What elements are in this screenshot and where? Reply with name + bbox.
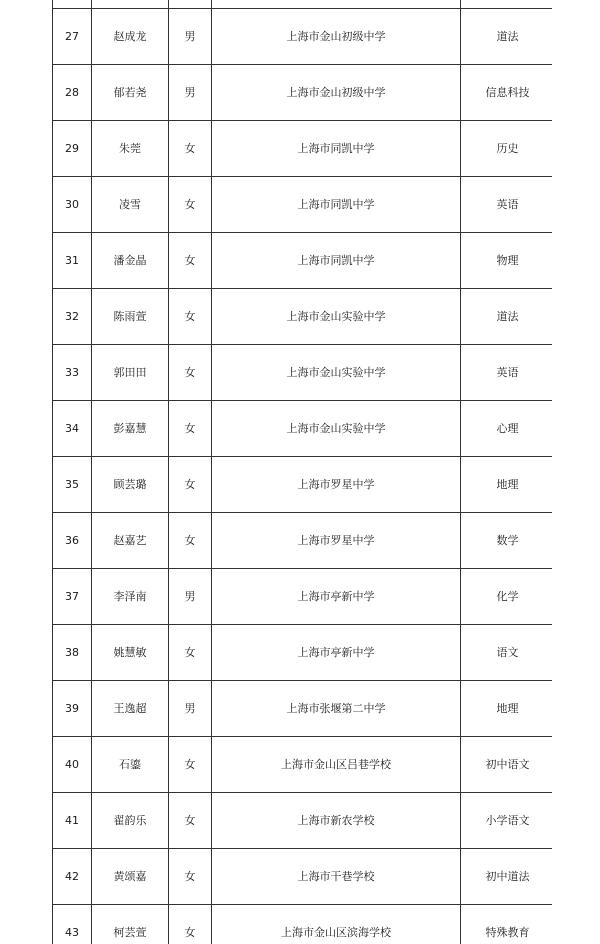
row-number-cell: 28 — [53, 65, 92, 121]
table-row — [53, 233, 553, 289]
gender-cell: 女 — [169, 121, 212, 177]
teacher-name-cell: 姚慧敏 — [92, 625, 169, 681]
school-name-cell: 上海市干巷学校 — [212, 849, 461, 905]
roster-body — [53, 0, 553, 944]
teacher-name-cell: 顾芸璐 — [92, 457, 169, 513]
teacher-name-cell: 朱莞 — [92, 121, 169, 177]
table-row — [53, 289, 553, 345]
gender-cell: 女 — [169, 625, 212, 681]
table-row — [53, 625, 553, 681]
school-name-cell: 上海市同凯中学 — [212, 121, 461, 177]
teacher-name-cell: 郁若尧 — [92, 65, 169, 121]
teacher-name-cell: 石鎏 — [92, 737, 169, 793]
subject-cell: 初中道法 — [461, 849, 553, 905]
school-name-cell: 上海市金山区吕巷学校 — [212, 737, 461, 793]
gender-cell: 男 — [169, 9, 212, 65]
gender-cell: 男 — [169, 681, 212, 737]
row-number-cell: 36 — [53, 513, 92, 569]
school-name-cell: 上海市亭新中学 — [212, 569, 461, 625]
row-number-cell: 32 — [53, 289, 92, 345]
table-row — [53, 457, 553, 513]
gender-cell: 女 — [169, 513, 212, 569]
row-number-cell: 38 — [53, 625, 92, 681]
subject-cell: 心理 — [461, 401, 553, 457]
teacher-roster-table — [52, 0, 552, 944]
school-name-cell — [212, 0, 461, 9]
table-row — [53, 793, 553, 849]
subject-cell — [461, 0, 553, 9]
gender-cell: 女 — [169, 793, 212, 849]
subject-cell: 历史 — [461, 121, 553, 177]
row-number-cell — [53, 0, 92, 9]
teacher-name-cell: 郭田田 — [92, 345, 169, 401]
teacher-name-cell: 陈雨萱 — [92, 289, 169, 345]
subject-cell: 数学 — [461, 513, 553, 569]
row-number-cell: 41 — [53, 793, 92, 849]
subject-cell: 地理 — [461, 681, 553, 737]
school-name-cell: 上海市金山实验中学 — [212, 289, 461, 345]
gender-cell: 女 — [169, 345, 212, 401]
teacher-name-cell: 黄颂嘉 — [92, 849, 169, 905]
subject-cell: 小学语文 — [461, 793, 553, 849]
teacher-name-cell — [92, 0, 169, 9]
row-number-cell: 30 — [53, 177, 92, 233]
gender-cell: 男 — [169, 65, 212, 121]
school-name-cell: 上海市同凯中学 — [212, 233, 461, 289]
subject-cell: 物理 — [461, 233, 553, 289]
row-number-cell: 33 — [53, 345, 92, 401]
subject-cell: 特殊教育 — [461, 905, 553, 944]
row-number-cell: 29 — [53, 121, 92, 177]
school-name-cell: 上海市同凯中学 — [212, 177, 461, 233]
table-row — [53, 0, 553, 9]
subject-cell: 初中语文 — [461, 737, 553, 793]
subject-cell: 道法 — [461, 289, 553, 345]
teacher-name-cell: 彭嘉慧 — [92, 401, 169, 457]
teacher-name-cell: 王逸超 — [92, 681, 169, 737]
table-row — [53, 905, 553, 944]
row-number-cell: 27 — [53, 9, 92, 65]
table-row — [53, 121, 553, 177]
subject-cell: 道法 — [461, 9, 553, 65]
teacher-name-cell: 赵成龙 — [92, 9, 169, 65]
school-name-cell: 上海市金山初级中学 — [212, 9, 461, 65]
subject-cell: 英语 — [461, 177, 553, 233]
table-row — [53, 9, 553, 65]
subject-cell: 化学 — [461, 569, 553, 625]
gender-cell: 女 — [169, 177, 212, 233]
subject-cell: 英语 — [461, 345, 553, 401]
table-row — [53, 401, 553, 457]
row-number-cell: 31 — [53, 233, 92, 289]
school-name-cell: 上海市罗星中学 — [212, 457, 461, 513]
document-sheet — [52, 0, 552, 944]
subject-cell: 语文 — [461, 625, 553, 681]
school-name-cell: 上海市亭新中学 — [212, 625, 461, 681]
page-margin — [0, 0, 52, 944]
teacher-name-cell: 赵嘉艺 — [92, 513, 169, 569]
gender-cell: 女 — [169, 401, 212, 457]
school-name-cell: 上海市张堰第二中学 — [212, 681, 461, 737]
table-row — [53, 345, 553, 401]
school-name-cell: 上海市罗星中学 — [212, 513, 461, 569]
gender-cell: 女 — [169, 905, 212, 944]
teacher-name-cell: 李泽南 — [92, 569, 169, 625]
teacher-name-cell: 潘金晶 — [92, 233, 169, 289]
teacher-name-cell: 凌雪 — [92, 177, 169, 233]
gender-cell: 女 — [169, 737, 212, 793]
school-name-cell: 上海市新农学校 — [212, 793, 461, 849]
teacher-name-cell: 翟韵乐 — [92, 793, 169, 849]
table-row — [53, 569, 553, 625]
school-name-cell: 上海市金山实验中学 — [212, 401, 461, 457]
table-row — [53, 65, 553, 121]
table-row — [53, 681, 553, 737]
subject-cell: 地理 — [461, 457, 553, 513]
row-number-cell: 35 — [53, 457, 92, 513]
gender-cell — [169, 0, 212, 9]
subject-cell: 信息科技 — [461, 65, 553, 121]
row-number-cell: 39 — [53, 681, 92, 737]
school-name-cell: 上海市金山初级中学 — [212, 65, 461, 121]
row-number-cell: 40 — [53, 737, 92, 793]
gender-cell: 女 — [169, 457, 212, 513]
teacher-name-cell: 柯芸萱 — [92, 905, 169, 944]
row-number-cell: 43 — [53, 905, 92, 944]
row-number-cell: 42 — [53, 849, 92, 905]
table-row — [53, 849, 553, 905]
gender-cell: 女 — [169, 849, 212, 905]
row-number-cell: 37 — [53, 569, 92, 625]
gender-cell: 女 — [169, 233, 212, 289]
gender-cell: 女 — [169, 289, 212, 345]
row-number-cell: 34 — [53, 401, 92, 457]
table-row — [53, 177, 553, 233]
table-row — [53, 737, 553, 793]
school-name-cell: 上海市金山区滨海学校 — [212, 905, 461, 944]
school-name-cell: 上海市金山实验中学 — [212, 345, 461, 401]
gender-cell: 男 — [169, 569, 212, 625]
table-row — [53, 513, 553, 569]
